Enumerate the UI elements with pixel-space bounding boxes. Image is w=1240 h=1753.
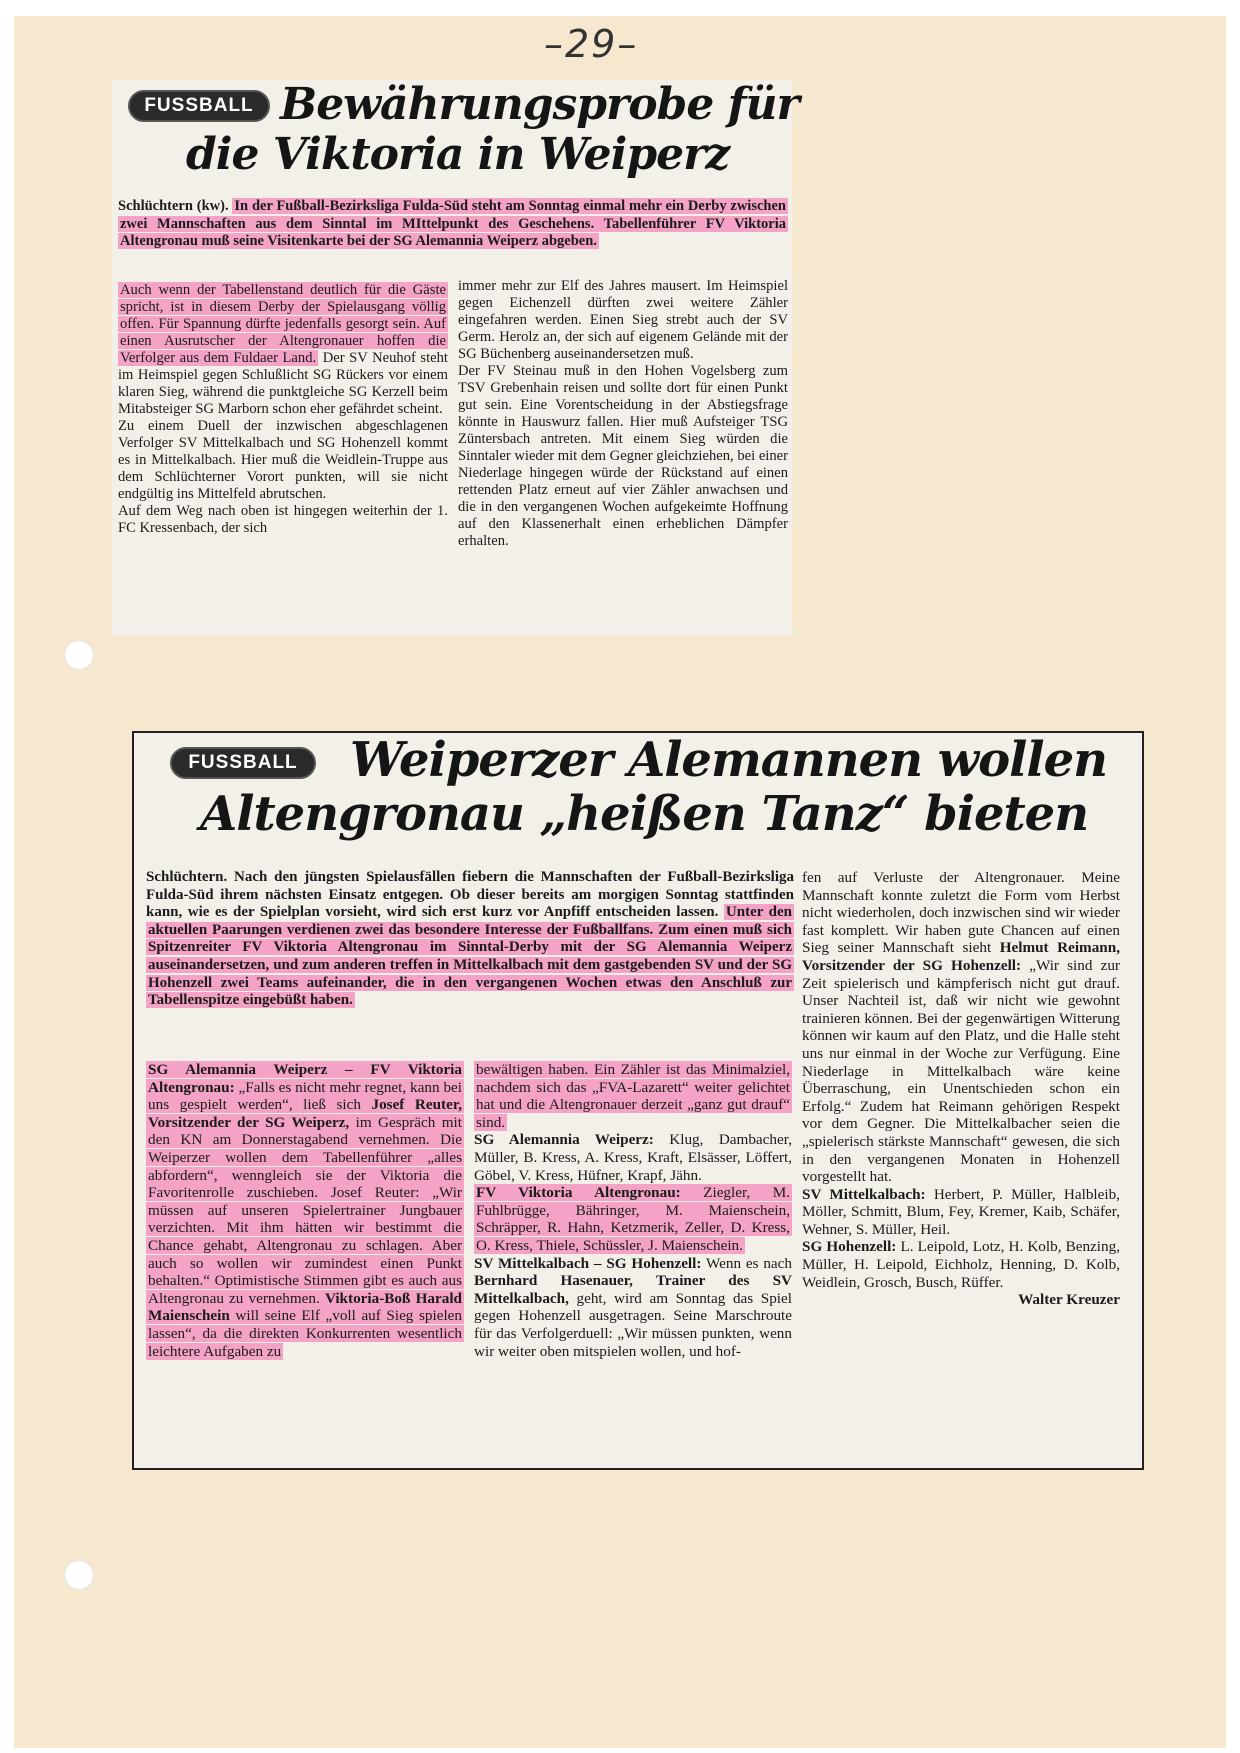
- article-clipping-1: [112, 79, 799, 636]
- article-column-1: [146, 1061, 464, 1360]
- lead-highlighted-text: Unter den aktuellen Paarungen verdienen zwei das besondere Interesse der Fußballfans. Zum einen muß sich Spitzenreiter FV Viktoria Altengronau im Sinntal-Derby mit der SG Alemannia Weiperz auseinandersetzen, und zum anderen treffen in Mittelkalbach mit dem gastgebenden SV und der SG Hohenzell zwei Teams aufeinander, die in den vergangenen Wochen etwas den Anschluß zur Tabellenspitze eingebüßt haben.: [148, 904, 792, 1009]
- quoted-person: Bernhard Hasenauer, Trainer des SV Mittelkalbach,: [474, 1272, 792, 1307]
- author-byline: Walter Kreuzer: [1018, 1291, 1120, 1309]
- article-lead: [146, 869, 794, 1010]
- article-lead: [118, 198, 788, 251]
- paragraph: Der FV Steinau muß in den Hohen Vogelsberg zum TSV Grebenhain reisen und sollte dort für einen Punkt gut sein. Eine Vorentscheidung in der Abstiegsfrage könnte in Hauswurz fallen. Hier muß Aufsteiger TSG Züntersbach antreten. Mit einem Sieg würden die Sinntaler wieder mit dem Gegner gleichziehen, bei einer Niederlage hingegen würde der Rückstand auf einen rettenden Platz erneut auf vier Zähler anwachsen und die in den vergangenen Wochen aufgekeimte Hoffnung auf den Klassenerhalt einen erheblichen Dämpfer erhalten.: [458, 363, 788, 549]
- paragraph-text: Der SV Neuhof steht im Heimspiel gegen Schlußlicht SG Rückers vor einem klaren Sieg, während die punktgleiche SG Kerzell beim Mitabsteiger SG Marborn schon eher gefährdet scheint.: [118, 350, 448, 417]
- team-lineup-heading: SG Hohenzell:: [802, 1238, 897, 1256]
- match-heading: SG Alemannia Weiperz – FV Viktoria Altengronau:: [148, 1061, 462, 1096]
- headline-line-1: Bewährungsprobe für: [280, 79, 799, 130]
- match-heading: SV Mittelkalbach – SG Hohenzell:: [474, 1254, 702, 1272]
- article-clipping-2: [132, 731, 1144, 1470]
- headline-line-2: Altengronau „heißen Tanz“ bieten: [200, 786, 1089, 842]
- article-column-1: [118, 282, 448, 537]
- lead-text: Schlüchtern (kw).: [118, 198, 233, 214]
- team-lineup-heading: FV Viktoria Altengronau:: [476, 1184, 681, 1202]
- article-column-2: [458, 278, 788, 550]
- punch-hole-top: [64, 640, 94, 670]
- article-column-2: [474, 1061, 792, 1360]
- team-lineup: Klug, Dambacher, Müller, B. Kress, A. Kress, Kraft, Elsässer, Löffert, Göbel, V. Kress, Hüfner, Krapf, Jähn.: [474, 1131, 792, 1184]
- quoted-person: Helmut Reimann, Vorsitzender der SG Hohenzell:: [802, 939, 1120, 974]
- paragraph-text: fen auf Verluste der Altengronauer. Meine Mannschaft konnte zuletzt die Form vom Herbst nicht wiederholen, doch inzwischen sind wir wieder fast komplett. Wir haben gute Chancen auf einen Sieg seiner Mannschaft sieht: [802, 869, 1120, 957]
- handwritten-page-number: –29–: [544, 22, 639, 66]
- article-column-3: [802, 869, 1120, 1309]
- team-lineup-heading: SV Mittelkalbach:: [802, 1185, 926, 1203]
- headline-line-2: die Viktoria in Weiperz: [186, 129, 730, 180]
- quoted-person: Viktoria-Boß Harald Maienschein: [148, 1289, 462, 1325]
- team-lineup-heading: SG Alemannia Weiperz:: [474, 1131, 654, 1149]
- headline-line-1: Weiperzer Alemannen wollen: [350, 732, 1108, 788]
- lead-highlighted-text: In der Fußball-Bezirksliga Fulda-Süd steht am Sonntag einmal mehr ein Derby zwischen zwei Mannschaften aus dem Sinntal im MIttelpunkt des Geschehens. Tabellenführer FV Viktoria Altengronau muß seine Visitenkarte bei der SG Alemannia Weiperz abgeben.: [120, 198, 786, 250]
- paragraph: Auf dem Weg nach oben ist hingegen weiterhin der 1. FC Kressenbach, der sich: [118, 503, 448, 536]
- paragraph-text: „Wir sind zur Zeit spielerisch und kämpferisch nicht gut drauf. Unser Nachteil ist, daß wir nicht wie gewohnt trainieren können. Bei der gegenwärtigen Witterung können wir kaum auf den Platz, und die Halle steht uns nur einmal in der Woche zur Verfügung. Eine Niederlage in Mittelkalbach wäre keine Überraschung, ein Unentschieden schon ein Erfolg.“ Zudem hat Reimann gehörigen Respekt vor dem Gegner. Die Mittelkalbacher seien die „spielerisch stärkste Mannschaft“ gewesen, die sich in den vergangenen Monaten in Hohenzell vorgestellt hat.: [802, 956, 1120, 1186]
- paragraph-text: im Gespräch mit den KN am Donnerstagabend vernehmen. Die Weiperzer wollen dem Tabellenführer „alles abfordern“, wenngleich sie der Viktoria die Favoritenrolle zuschieben. Josef Reuter: „Wir müssen auf unseren Spielertrainer Jungbauer verzichten. Mit ihm hätten wir bestimmt die Chance gehabt, Altengronau zu schlagen. Aber auch so wollen wir zumindest einen Punkt behalten.“ Optimistische Stimmen gibt es auch aus Altengronau zu vernehmen.: [148, 1113, 462, 1307]
- punch-hole-bottom: [64, 1560, 94, 1590]
- paragraph-text: geht, wird am Sonntag das Spiel gegen Hohenzell ausgetragen. Seine Marschroute für das Verfolgerduell: „Wir müssen punkten, wenn wir weiter oben mitspielen wollen, und hof-: [474, 1289, 792, 1360]
- quoted-person: Josef Reuter, Vorsitzender der SG Weiperz,: [148, 1096, 462, 1131]
- section-tag: FUSSBALL: [128, 90, 270, 122]
- paragraph: immer mehr zur Elf des Jahres mausert. Im Heimspiel gegen Eichenzell dürften zwei weitere Zähler eingefahren werden. Einen Sieg strebt auch der SV Germ. Herolz an, der sich auf eigenem Gelände mit der SG Büchenberg auseinandersetzen muß.: [458, 278, 788, 362]
- team-lineup: Herbert, P. Müller, Halbleib, Möller, Schmitt, Blum, Fey, Kremer, Kaib, Schäfer, Wehner, S. Müller, Heil.: [802, 1185, 1120, 1238]
- team-lineup: Ziegler, M. Fuhlbrügge, Bähringer, M. Maienschein, Schräpper, R. Hahn, Ketzmerik, Zeller, D. Kress, O. Kress, Thiele, Schüssler, J. Maienschein.: [476, 1184, 791, 1254]
- section-tag: FUSSBALL: [170, 747, 316, 779]
- highlighted-paragraph: Auch wenn der Tabellenstand deutlich für die Gäste spricht, ist in diesem Derby der Spielausgang völlig offen. Für Spannung dürfte jedenfalls gesorgt sein. Auf einen Ausrutscher der Altengronauer hoffen die Verfolger aus dem Fuldaer Land.: [120, 282, 446, 366]
- paragraph-text: „Falls es nicht mehr regnet, kann bei uns gespielt werden“, ließ sich: [148, 1078, 462, 1114]
- team-lineup: L. Leipold, Lotz, H. Kolb, Benzing, Müller, H. Leipold, Eichholz, Henning, D. Kolb, Weidlein, Grosch, Busch, Rüffer.: [802, 1238, 1120, 1291]
- paragraph-text: bewältigen haben. Ein Zähler ist das Minimalziel, nachdem sich das „FVA-Lazarett“ weiter gelichtet hat und die Altengronauer derzeit „ganz gut drauf“ sind.: [476, 1061, 790, 1131]
- lead-text: Schlüchtern. Nach den jüngsten Spielausfällen fiebern die Mannschaften der Fußball-Bezirksliga Fulda-Süd ihrem nächsten Einsatz entgegen. Ob dieser bereits am morgigen Sonntag stattfinden kann, wie es der Spielplan vorsieht, wird sich erst kurz vor Anpfiff entscheiden lassen.: [146, 869, 794, 921]
- paragraph-text: will seine Elf „voll auf Sieg spielen lassen“, da die direkten Konkurrenten wesentlich leichtere Aufgaben zu: [148, 1307, 462, 1360]
- paragraph: Zu einem Duell der inzwischen abgeschlagenen Verfolger SV Mittelkalbach und SG Hohenzell kommt es in Mittelkalbach. Hier muß die Weidlein-Truppe aus dem Schlüchterner Vorort punkten, will sie nicht endgültig ins Mittelfeld abrutschen.: [118, 418, 448, 502]
- paragraph-text: Wenn es nach: [701, 1254, 793, 1272]
